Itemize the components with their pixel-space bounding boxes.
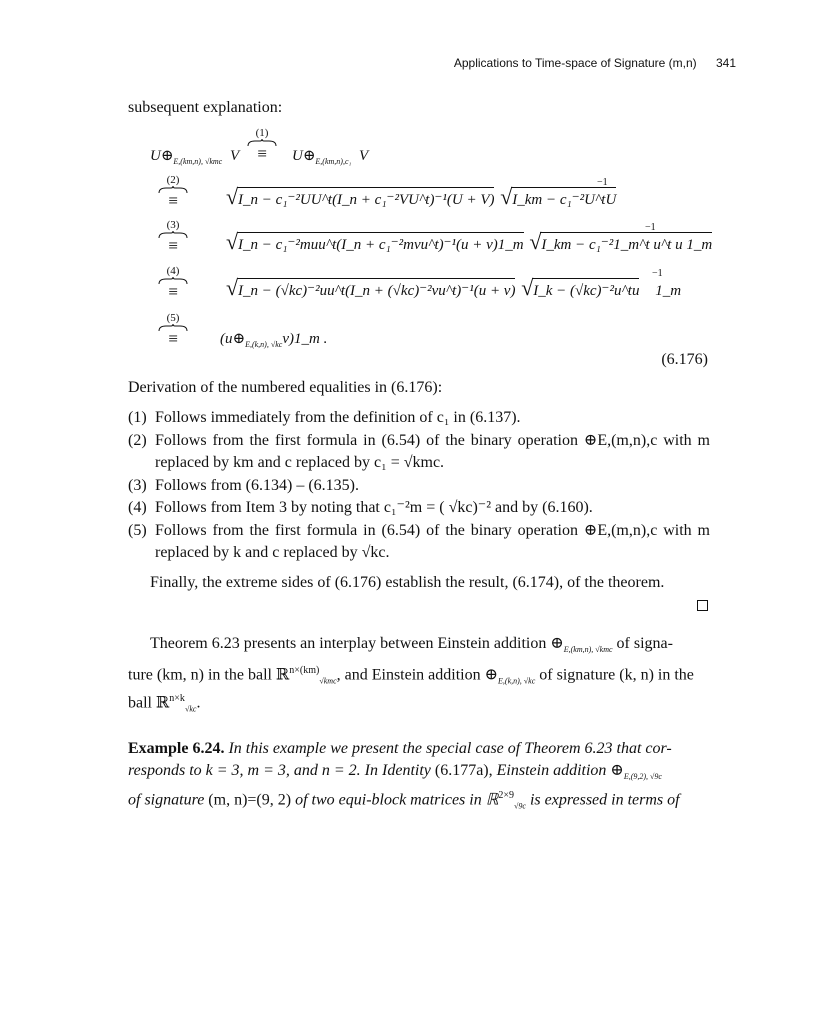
- step-label: (2): [166, 174, 180, 186]
- equation-number: (6.176): [661, 351, 708, 368]
- example-line-3: [128, 785, 718, 818]
- text-superscript: n×(km): [289, 665, 320, 676]
- text-run: (6.177a),: [434, 762, 493, 779]
- item-text: Follows from (6.134) – (6.135).: [155, 476, 359, 494]
- equation-subscript: E,(km,n), √kmc: [173, 157, 223, 166]
- derivation-item: [128, 520, 710, 565]
- text-subscript: E,(k,n), √kc: [498, 676, 536, 686]
- text-run: of signature: [128, 791, 205, 809]
- page-number: 341: [715, 56, 736, 70]
- derivation-item: [128, 430, 710, 475]
- text-run: (m, n)=(9, 2): [208, 791, 292, 809]
- equation-term: V: [359, 148, 369, 164]
- item-text: Follows from the first formula in (6.54) of the binary operation ⊕E,(m,n),c with m replaced by k and c replaced by √kc.: [155, 521, 710, 561]
- exponent: −1: [645, 222, 656, 233]
- equation-line-2: [226, 235, 712, 254]
- item-number: (3): [128, 476, 147, 494]
- text-run: ball ℝ: [128, 694, 170, 712]
- derivation-item: [128, 475, 710, 498]
- step-label: (1): [255, 127, 269, 139]
- equation-term: I_km − c₁⁻²U^tU: [512, 192, 617, 208]
- equation-term: 1_m: [655, 283, 682, 299]
- text-subscript: √kc: [184, 704, 197, 714]
- equation-term: I_k − (√kc)⁻²u^tu: [533, 283, 640, 299]
- sqrt-term: [226, 281, 515, 300]
- text-subscript: E,(km,n), √kmc: [563, 645, 613, 655]
- overbrace-icon: [158, 231, 188, 239]
- text-run: responds to k = 3, m = 3, and n = 2. In Identity: [128, 762, 431, 779]
- finally-paragraph: Finally, the extreme sides of (6.176) establish the result, (6.174), of the theorem.: [150, 574, 665, 591]
- derivation-item: [128, 407, 710, 430]
- text-run: ture (km, n) in the ball ℝ: [128, 666, 290, 684]
- theorem-paragraph-line-2: [128, 660, 710, 693]
- sqrt-term: [226, 190, 494, 209]
- text-run: Einstein addition ⊕: [496, 762, 624, 779]
- equation-line-0-rhs: [292, 146, 368, 166]
- text-run: of two equi-block matrices in ℝ: [295, 791, 499, 809]
- text-run: .: [196, 694, 201, 712]
- sqrt-term: [226, 235, 524, 254]
- intro-text: subsequent explanation:: [128, 99, 283, 116]
- equation-term: I_km − c₁⁻²1_m^t u^t u 1_m: [541, 237, 713, 253]
- equation-term: I_n − c₁⁻²UU^t(I_n + c₁⁻²VU^t)⁻¹(U + V): [238, 192, 495, 208]
- equation-term: v)1_m .: [282, 331, 328, 347]
- text-superscript: 2×9: [498, 790, 515, 801]
- derivation-item: [128, 497, 710, 520]
- text-subscript: E,(9,2), √9c: [623, 772, 662, 782]
- sqrt-term: [500, 190, 616, 209]
- exponent: −1: [597, 177, 608, 188]
- equation-line-0: [150, 146, 239, 166]
- item-number: (2): [128, 431, 147, 449]
- item-number: (5): [128, 521, 147, 539]
- equation-subscript: E,(km,n),c₁: [315, 157, 352, 166]
- equation-term: I_n − (√kc)⁻²uu^t(I_n + (√kc)⁻²vu^t)⁻¹(u + v): [238, 283, 516, 299]
- text-run: is expressed in terms of: [525, 791, 680, 809]
- example-label: Example 6.24.: [128, 740, 225, 757]
- equation-term: V: [229, 148, 240, 164]
- running-header-title: Applications to Time-space of Signature (m,n): [453, 56, 697, 70]
- example-line-1: [128, 738, 710, 760]
- text-subscript: √9c: [514, 801, 526, 811]
- equation-subscript: E,(k,n), √kc: [245, 340, 283, 349]
- overbrace-icon: [158, 324, 188, 332]
- text-run: In this example we present the special case of Theorem 6.23 that cor-: [228, 740, 672, 757]
- overbrace-icon: [247, 139, 277, 147]
- equation-term: U⊕: [150, 148, 174, 164]
- theorem-paragraph-line-1: [150, 633, 710, 661]
- step-label: (3): [166, 219, 180, 231]
- equation-line-1: [226, 190, 616, 209]
- step-marker-2: (2) ≡: [156, 174, 190, 208]
- text-run: of signa-: [612, 635, 673, 652]
- step-label: (5): [166, 312, 180, 324]
- example-line-2: [128, 760, 710, 788]
- equation-term: (u⊕: [220, 331, 246, 347]
- overbrace-icon: [158, 186, 188, 194]
- equation-line-3: [226, 281, 681, 300]
- item-number: (1): [128, 409, 147, 426]
- theorem-paragraph-line-3: [128, 688, 200, 721]
- text-run: Theorem 6.23 presents an interplay between Einstein addition ⊕: [150, 635, 564, 652]
- step-marker-4: (4) ≡: [156, 265, 190, 299]
- text-subscript: √kmc: [319, 676, 337, 686]
- item-text: Follows from Item 3 by noting that c₁⁻²m = ( √kc)⁻² and by (6.160).: [155, 499, 593, 516]
- equation-term: U⊕: [292, 148, 316, 164]
- item-text: Follows from the first formula in (6.54) of the binary operation ⊕E,(m,n),c with m replaced by km and c replaced by c₁ = √kmc.: [155, 431, 710, 471]
- derivation-list: [128, 407, 710, 565]
- step-marker-5: (5) ≡: [156, 312, 190, 346]
- equation-term: I_n − c₁⁻²muu^t(I_n + c₁⁻²mvu^t)⁻¹(u + v)1_m: [238, 237, 524, 253]
- sqrt-term: [529, 235, 712, 254]
- step-label: (4): [166, 265, 180, 277]
- text-run: , and Einstein addition ⊕: [336, 666, 499, 684]
- qed-square-icon: [697, 600, 708, 611]
- text-run: of signature (k, n) in the: [535, 666, 694, 684]
- step-marker-3: (3) ≡: [156, 219, 190, 253]
- exponent: −1: [652, 268, 663, 279]
- sqrt-term: [521, 281, 639, 300]
- step-marker-1: (1) ≡: [245, 127, 279, 161]
- derivation-heading: Derivation of the numbered equalities in (6.176):: [128, 379, 443, 396]
- running-header: [116, 56, 736, 70]
- item-text: Follows immediately from the definition of c₁ in (6.137).: [155, 409, 521, 426]
- item-number: (4): [128, 499, 147, 516]
- text-superscript: n×k: [169, 693, 185, 704]
- overbrace-icon: [158, 277, 188, 285]
- equation-line-4: [220, 329, 327, 349]
